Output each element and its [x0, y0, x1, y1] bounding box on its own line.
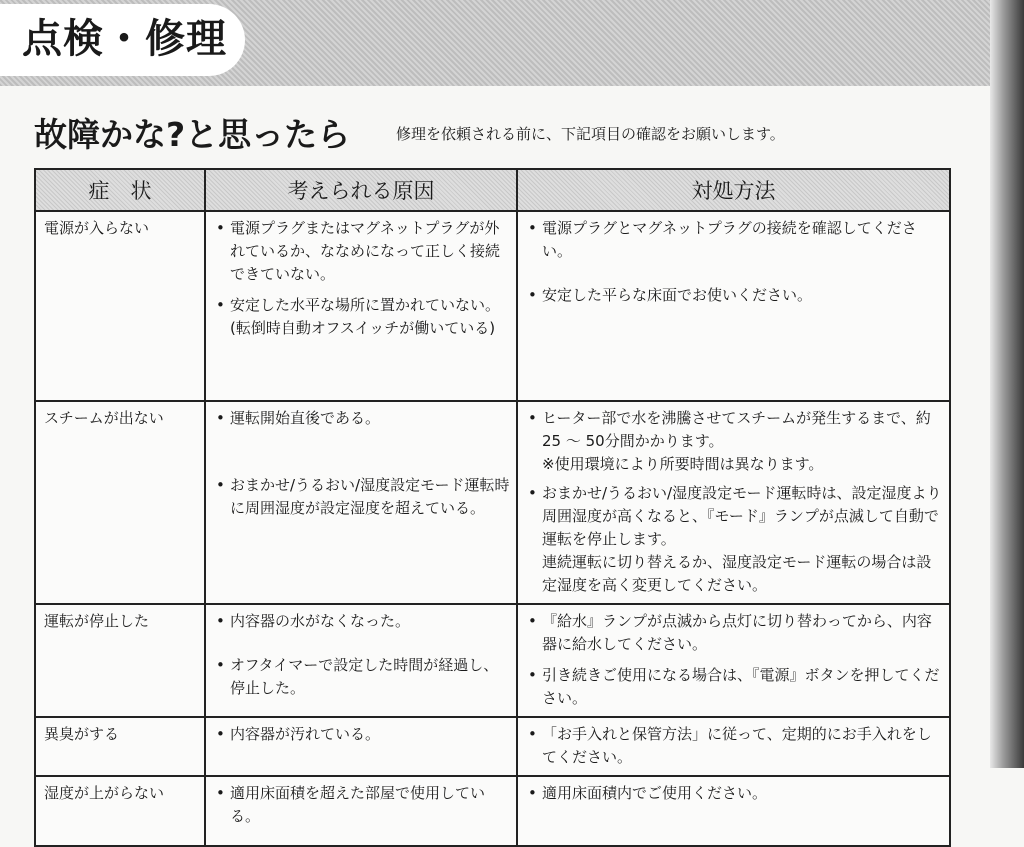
remedy-item: • 「お手入れと保管方法」に従って、定期的にお手入れをしてください。: [526, 723, 943, 769]
cause-item: • 安定した水平な場所に置かれていない。(転倒時自動オフスイッチが働いている): [214, 294, 510, 340]
symptom-text: 湿度が上がらない: [44, 784, 165, 802]
remedy-note: 連続運転に切り替えるか、湿度設定モード運転の場合は設定湿度を高く変更してください。: [542, 553, 932, 594]
cause-item: • 内容器の水がなくなった。: [214, 610, 510, 633]
symptom-cell: [35, 776, 205, 846]
cause-cell: [205, 401, 517, 604]
cause-cell: [205, 211, 517, 401]
header-cause: 考えられる原因: [205, 169, 517, 211]
remedy-item: • 電源プラグとマグネットプラグの接続を確認してください。: [526, 217, 943, 263]
cause-item: • 内容器が汚れている。: [214, 723, 510, 746]
intro-text: 修理を依頼される前に、下記項目の確認をお願いします。: [396, 125, 785, 143]
remedy-item: • 引き続きご使用になる場合は、『電源』ボタンを押してください。: [526, 664, 943, 710]
symptom-text: 電源が入らない: [44, 219, 150, 237]
remedy-item: • ヒーター部で水を沸騰させてスチームが発生するまで、約25 ～ 50分間かかります。: [526, 407, 943, 453]
cause-item: • 適用床面積を超えた部屋で使用している。: [214, 782, 510, 828]
remedy-note: ※使用環境により所要時間は異なります。: [542, 455, 824, 473]
section-title: 点検・修理: [22, 16, 227, 62]
header-symptom: 症 状: [35, 169, 205, 211]
symptom-text: 異臭がする: [44, 725, 120, 743]
table-row: [35, 211, 950, 401]
symptom-cell: [35, 211, 205, 401]
remedy-cell: [517, 604, 950, 717]
remedy-cell: [517, 717, 950, 776]
table-row: [35, 604, 950, 717]
remedy-item: • 適用床面積内でご使用ください。: [526, 782, 943, 805]
table-row: [35, 717, 950, 776]
remedy-item: • 『給水』ランプが点滅から点灯に切り替わってから、内容器に給水してください。: [526, 610, 943, 656]
header-remedy: 対処方法: [517, 169, 950, 211]
cause-item: • おまかせ/うるおい/湿度設定モード運転時に周囲湿度が設定湿度を超えている。: [214, 474, 510, 520]
cause-cell: [205, 776, 517, 846]
symptom-cell: [35, 717, 205, 776]
page-binding-edge: [990, 0, 1024, 768]
cause-item: • オフタイマーで設定した時間が経過し、停止した。: [214, 654, 510, 700]
cause-cell: [205, 604, 517, 717]
cause-cell: [205, 717, 517, 776]
symptom-text: 運転が停止した: [44, 612, 150, 630]
remedy-item: • 安定した平らな床面でお使いください。: [526, 284, 943, 307]
table-header-row: [35, 169, 950, 211]
cause-item: • 運転開始直後である。: [214, 407, 510, 430]
remedy-cell: [517, 776, 950, 846]
remedy-cell: [517, 401, 950, 604]
page-subtitle: 故障かな?と思ったら: [34, 115, 351, 154]
symptom-cell: [35, 604, 205, 717]
symptom-cell: [35, 401, 205, 604]
table-row: [35, 776, 950, 846]
symptom-text: スチームが出ない: [44, 409, 164, 427]
troubleshooting-table: [34, 168, 951, 847]
table-row: [35, 401, 950, 604]
remedy-item: • おまかせ/うるおい/湿度設定モード運転時は、設定湿度より周囲湿度が高くなると、『モード』ランプが点滅して自動で運転を停止します。: [526, 482, 943, 551]
remedy-cell: [517, 211, 950, 401]
cause-item: • 電源プラグまたはマグネットプラグが外れているか、ななめになって正しく接続できていない。: [214, 217, 510, 286]
